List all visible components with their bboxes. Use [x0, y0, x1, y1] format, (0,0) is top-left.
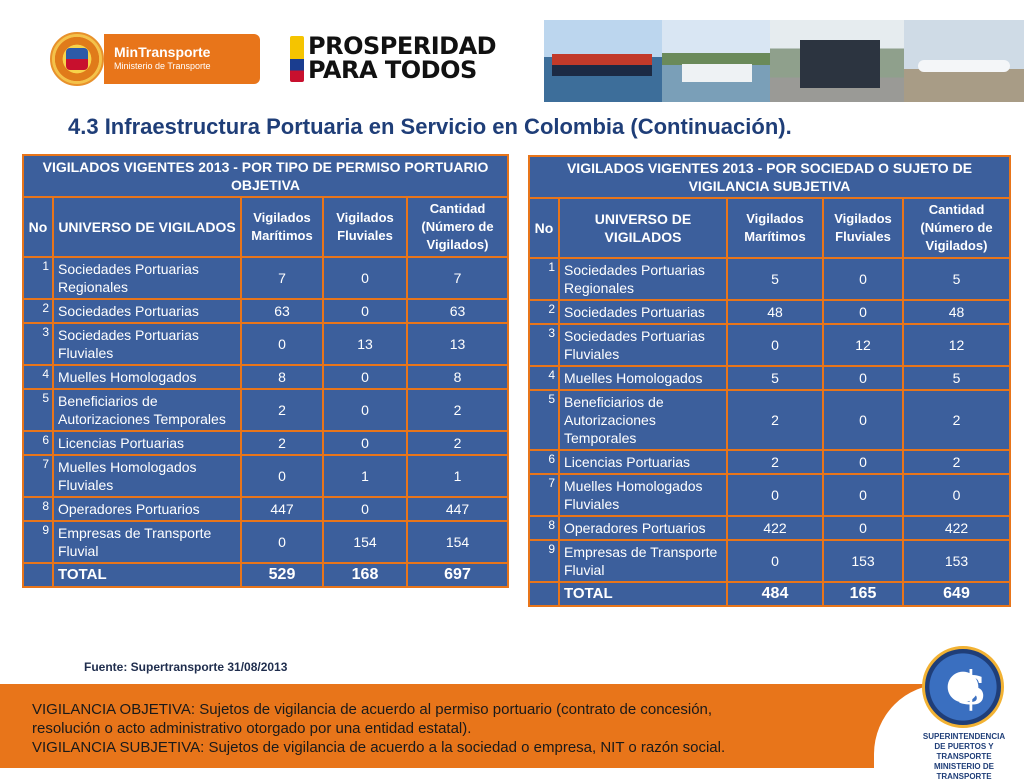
page-title: 4.3 Infraestructura Portuaria en Servicio en Colombia (Continuación).	[68, 114, 792, 139]
row-fluviales: 0	[823, 450, 903, 474]
row-fluviales: 0	[823, 258, 903, 300]
row-maritimos: 0	[727, 474, 823, 516]
row-fluviales: 0	[823, 366, 903, 390]
column-header-cantidad: Cantidad (Número de Vigilados)	[903, 198, 1010, 258]
row-universo: Operadores Portuarios	[559, 516, 727, 540]
total-blank	[529, 582, 559, 606]
prosperidad-line2: PARA TODOS	[308, 56, 477, 84]
column-header-maritimos: Vigilados Marítimos	[241, 197, 323, 257]
total-cantidad: 649	[903, 582, 1010, 606]
total-blank	[23, 563, 53, 587]
colombia-flag-icon	[290, 36, 304, 82]
table-row	[23, 521, 508, 563]
table-row	[529, 474, 1010, 516]
row-maritimos: 8	[241, 365, 323, 389]
row-number: 6	[529, 450, 559, 474]
table-row	[529, 516, 1010, 540]
row-number: 5	[529, 390, 559, 450]
table-row	[529, 300, 1010, 324]
row-fluviales: 0	[823, 474, 903, 516]
source-note: Fuente: Supertransporte 31/08/2013	[84, 660, 288, 674]
colombia-coat-of-arms-logo	[50, 32, 104, 86]
total-maritimos: 529	[241, 563, 323, 587]
row-fluviales: 0	[323, 389, 407, 431]
total-maritimos: 484	[727, 582, 823, 606]
row-fluviales: 12	[823, 324, 903, 366]
table-row	[23, 497, 508, 521]
table-row	[529, 450, 1010, 474]
table-row	[23, 323, 508, 365]
table-row	[529, 258, 1010, 300]
row-cantidad: 5	[903, 258, 1010, 300]
truck-photo	[770, 20, 904, 102]
row-maritimos: 422	[727, 516, 823, 540]
total-cantidad: 697	[407, 563, 508, 587]
row-fluviales: 0	[823, 390, 903, 450]
row-number: 8	[23, 497, 53, 521]
row-number: 1	[529, 258, 559, 300]
row-universo: Empresas de Transporte Fluvial	[559, 540, 727, 582]
row-cantidad: 63	[407, 299, 508, 323]
row-fluviales: 0	[323, 299, 407, 323]
row-maritimos: 48	[727, 300, 823, 324]
river-boat-photo	[662, 20, 770, 102]
row-cantidad: 5	[903, 366, 1010, 390]
row-number: 9	[23, 521, 53, 563]
column-header-fluviales: Vigilados Fluviales	[823, 198, 903, 258]
row-cantidad: 12	[903, 324, 1010, 366]
column-header-no: No	[23, 197, 53, 257]
row-cantidad: 154	[407, 521, 508, 563]
row-universo: Sociedades Portuarias Fluviales	[559, 324, 727, 366]
row-number: 3	[23, 323, 53, 365]
row-fluviales: 0	[823, 516, 903, 540]
prosperidad-text	[308, 34, 496, 82]
row-maritimos: 5	[727, 258, 823, 300]
row-cantidad: 422	[903, 516, 1010, 540]
row-cantidad: 2	[407, 389, 508, 431]
supertransporte-emblem-icon	[922, 646, 1004, 728]
row-number: 2	[23, 299, 53, 323]
row-fluviales: 0	[323, 431, 407, 455]
table-body	[23, 257, 508, 587]
column-header-maritimos: Vigilados Marítimos	[727, 198, 823, 258]
row-universo: Licencias Portuarias	[53, 431, 241, 455]
table-row	[529, 366, 1010, 390]
table-row	[23, 389, 508, 431]
mintransporte-logo	[104, 34, 260, 84]
row-fluviales: 0	[323, 365, 407, 389]
row-fluviales: 1	[323, 455, 407, 497]
row-fluviales: 0	[323, 257, 407, 299]
total-label: TOTAL	[559, 582, 727, 606]
row-cantidad: 2	[903, 390, 1010, 450]
row-number: 7	[23, 455, 53, 497]
row-fluviales: 0	[823, 300, 903, 324]
table-caption: VIGILADOS VIGENTES 2013 - POR SOCIEDAD O SUJETO DE VIGILANCIA SUBJETIVA	[529, 156, 1010, 198]
table-header-row	[23, 197, 508, 257]
row-universo: Operadores Portuarios	[53, 497, 241, 521]
total-row	[23, 563, 508, 587]
super-line2: DE PUERTOS Y TRANSPORTE	[934, 742, 994, 761]
row-cantidad: 2	[903, 450, 1010, 474]
mintransporte-subtitle: Ministerio de Transporte	[114, 61, 211, 71]
row-universo: Sociedades Portuarias Regionales	[53, 257, 241, 299]
row-cantidad: 153	[903, 540, 1010, 582]
row-cantidad: 2	[407, 431, 508, 455]
table-row	[529, 540, 1010, 582]
total-fluviales: 168	[323, 563, 407, 587]
column-header-universo: UNIVERSO DE VIGILADOS	[559, 198, 727, 258]
table-body	[529, 258, 1010, 606]
total-row	[529, 582, 1010, 606]
row-maritimos: 0	[241, 521, 323, 563]
column-header-universo: UNIVERSO DE VIGILADOS	[53, 197, 241, 257]
table-caption: VIGILADOS VIGENTES 2013 - POR TIPO DE PERMISO PORTUARIO OBJETIVA	[23, 155, 508, 197]
row-maritimos: 2	[241, 389, 323, 431]
transport-photo-strip	[544, 20, 1024, 102]
row-universo: Licencias Portuarias	[559, 450, 727, 474]
airplane-photo	[904, 20, 1024, 102]
row-cantidad: 447	[407, 497, 508, 521]
shield-icon	[66, 48, 88, 70]
row-maritimos: 0	[241, 455, 323, 497]
table-objetiva	[22, 154, 509, 588]
column-header-fluviales: Vigilados Fluviales	[323, 197, 407, 257]
dollar-s-icon: $	[955, 661, 988, 715]
total-label: TOTAL	[53, 563, 241, 587]
row-universo: Muelles Homologados Fluviales	[559, 474, 727, 516]
row-cantidad: 1	[407, 455, 508, 497]
row-fluviales: 154	[323, 521, 407, 563]
table-row	[23, 299, 508, 323]
row-universo: Beneficiarios de Autorizaciones Temporales	[53, 389, 241, 431]
row-universo: Empresas de Transporte Fluvial	[53, 521, 241, 563]
prosperidad-line1: PROSPERIDAD	[308, 32, 497, 60]
prosperidad-logo	[290, 34, 500, 86]
row-fluviales: 153	[823, 540, 903, 582]
cargo-ship-photo	[544, 20, 662, 102]
row-number: 8	[529, 516, 559, 540]
definition-line: VIGILANCIA SUBJETIVA: Sujetos de vigilancia de acuerdo a la sociedad o empresa, NIT o razón social.	[32, 739, 726, 756]
row-universo: Beneficiarios de Autorizaciones Temporales	[559, 390, 727, 450]
table-header-row	[529, 198, 1010, 258]
supertransporte-logo	[912, 646, 1016, 781]
row-maritimos: 2	[241, 431, 323, 455]
row-maritimos: 0	[727, 540, 823, 582]
super-line3: MINISTERIO DE TRANSPORTE	[933, 762, 994, 781]
row-maritimos: 0	[241, 323, 323, 365]
table-row	[23, 365, 508, 389]
row-universo: Sociedades Portuarias Regionales	[559, 258, 727, 300]
row-fluviales: 13	[323, 323, 407, 365]
table-row	[529, 324, 1010, 366]
definition-line: VIGILANCIA OBJETIVA: Sujetos de vigilancia de acuerdo al permiso portuario (contrato de concesión,	[32, 701, 713, 718]
row-number: 3	[529, 324, 559, 366]
super-line1: SUPERINTENDENCIA	[922, 732, 1006, 741]
row-cantidad: 0	[903, 474, 1010, 516]
table-caption-row	[23, 155, 508, 197]
row-universo: Muelles Homologados	[559, 366, 727, 390]
row-maritimos: 5	[727, 366, 823, 390]
row-universo: Muelles Homologados Fluviales	[53, 455, 241, 497]
row-number: 4	[23, 365, 53, 389]
total-fluviales: 165	[823, 582, 903, 606]
row-number: 6	[23, 431, 53, 455]
row-number: 2	[529, 300, 559, 324]
column-header-no: No	[529, 198, 559, 258]
supertransporte-text	[912, 732, 1016, 782]
row-universo: Muelles Homologados	[53, 365, 241, 389]
row-maritimos: 447	[241, 497, 323, 521]
mintransporte-title: MinTransporte	[114, 44, 211, 60]
row-cantidad: 48	[903, 300, 1010, 324]
row-maritimos: 7	[241, 257, 323, 299]
row-maritimos: 63	[241, 299, 323, 323]
row-fluviales: 0	[323, 497, 407, 521]
row-maritimos: 2	[727, 390, 823, 450]
row-cantidad: 13	[407, 323, 508, 365]
table-row	[529, 390, 1010, 450]
definitions-text	[32, 700, 852, 757]
definition-line: resolución o acto administrativo otorgado por una entidad estatal).	[32, 720, 472, 737]
row-maritimos: 0	[727, 324, 823, 366]
row-cantidad: 7	[407, 257, 508, 299]
row-maritimos: 2	[727, 450, 823, 474]
row-number: 4	[529, 366, 559, 390]
table-row	[23, 455, 508, 497]
row-number: 7	[529, 474, 559, 516]
row-number: 1	[23, 257, 53, 299]
row-number: 9	[529, 540, 559, 582]
table-caption-row	[529, 156, 1010, 198]
table-subjetiva	[528, 155, 1011, 607]
row-cantidad: 8	[407, 365, 508, 389]
row-universo: Sociedades Portuarias Fluviales	[53, 323, 241, 365]
row-universo: Sociedades Portuarias	[559, 300, 727, 324]
row-universo: Sociedades Portuarias	[53, 299, 241, 323]
table-row	[23, 257, 508, 299]
row-number: 5	[23, 389, 53, 431]
column-header-cantidad: Cantidad (Número de Vigilados)	[407, 197, 508, 257]
table-row	[23, 431, 508, 455]
